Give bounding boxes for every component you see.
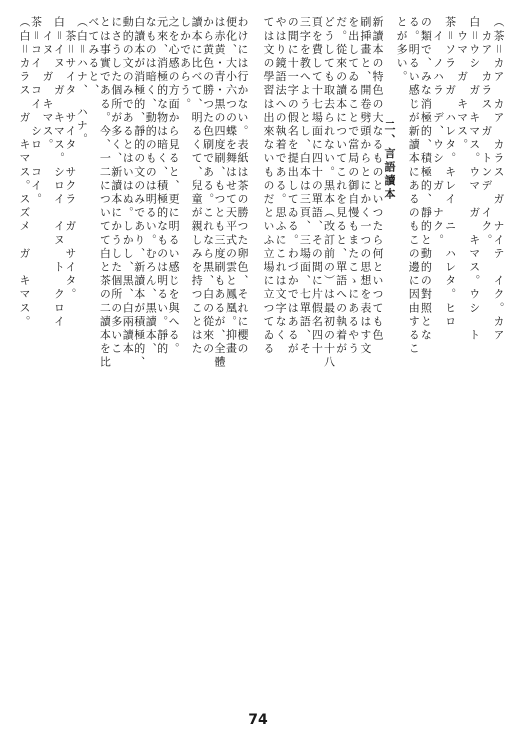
- text-column: だ。從來の讀本についてこれを見ると、單語への執着が: [334, 16, 348, 356]
- text-column: は赤黄・青・黒の四度刷、もつとも三度刷もあるが、全體: [213, 16, 227, 370]
- text-column: を出してゐることで當局の御自慢もまたこゝにあるやう: [346, 16, 360, 356]
- text-column: わけには行かない。表紙は茶の勝つた卵色、それに櫻の: [236, 16, 249, 356]
- text-column: 便化、大小六つの蝶を舞はせて天平式の雲と鳳凰。抑畫: [224, 16, 238, 356]
- text-column: なものは暗く、動的のものは明るい。むろん、黒讀本、: [144, 16, 158, 356]
- text-column: 動的の文のみであるとはいはぬ。しかし、黒、白兩讀本: [121, 16, 135, 356]
- text-column: （白＝ハナ、 ハナ。: [75, 16, 89, 147]
- text-column: の間に十一字の假名を提出してゐる。わづかではあるが: [286, 16, 300, 356]
- text-column: （茶＝カア カア カラス ガ ナイテ イク。カア: [492, 16, 505, 343]
- text-column: から黄色の勝つた色刷である。これなら黒、白の從來の: [201, 16, 215, 356]
- text-column: にさうした個所が多く、新讀本にかうした個所の多いこ: [109, 16, 123, 356]
- text-column: 新讀本の特色の大なるものといつたら何といつても色: [370, 16, 384, 343]
- text-column: とが多い。: [395, 16, 409, 84]
- page-number: 74: [248, 712, 268, 728]
- text-column: 茶＝コイ コイ シロ コイ。: [29, 16, 43, 207]
- text-column: 白＝イヌ ガ キマス。シロイ イヌ ト クロイ: [52, 16, 66, 329]
- text-column: の類で、みな消極的、積極的、靜的と動的の對照とな: [419, 16, 433, 343]
- section-heading: 二、言語讀本: [383, 120, 397, 202]
- text-column: （白＝カラス ガ キマス。スズメ ガ キマス。: [18, 16, 31, 329]
- text-column: とは事實である。今、一二についてて白と茶の二讀本を比: [98, 16, 112, 370]
- text-column: 頁を費して十七場面に四十の單語、その間に片假名四十: [310, 16, 324, 356]
- text-column: しかであらう。: [178, 16, 192, 112]
- text-column: 三字を教へようとし、白本は三頁、三場面、七單語、そ: [298, 16, 312, 356]
- text-column: る。明るい感じが新讀本にあるのもこの邊に因由するこ: [407, 16, 421, 356]
- text-column: 白讀本が消極的、靜的の文のみであり、新讀本が積極的、: [132, 16, 146, 370]
- text-column: どうしても取去られない。黒本（改訂前の）は最初の十八: [322, 16, 336, 370]
- text-column: 元來、消極的な物は暗く、積極的なものは明るい。靜的: [155, 16, 169, 356]
- text-column: 茶＝ソラ ガ ハレタ。キレイ ニ ハレタ。ヒロ: [443, 16, 457, 329]
- text-column: やはり鏡語法への執着である。思ふにこれは文字なく: [274, 16, 288, 343]
- text-column: 白＝ウシ ガ キマス。ウマ ガ キマス。ウシ ト: [467, 16, 481, 343]
- text-column: 讀本に比べて、明るくて、兒童が親しみを持つことはた: [190, 16, 204, 356]
- text-column: 茶＝サイタ サイタ サクラ ガ サイタ。: [63, 16, 77, 302]
- text-column: 刷挿畫と、開卷劈頭からとにかく一つの思想を表はす文: [358, 16, 372, 356]
- text-column: イ ノハラ デ、ウシ ガ ナク。: [431, 16, 445, 248]
- text-column: カア カラス ガ トンデ イク。: [479, 16, 493, 248]
- text-column: ては文の學習は出來ないものだといふ立場に立つてゐる: [262, 16, 275, 356]
- text-column: ウマ ガ キマス。: [455, 16, 469, 152]
- text-column: イヌ ガ キマス。: [40, 16, 54, 152]
- text-column: べてみると、: [86, 16, 100, 98]
- text-column: 之を心感の方面から見ると、更に明るい感じを與へる。: [167, 16, 181, 356]
